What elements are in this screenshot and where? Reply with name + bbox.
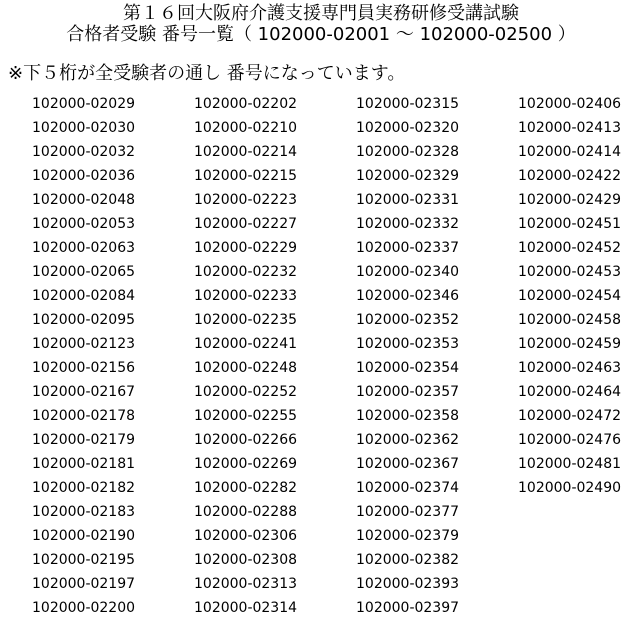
exam-number: 102000-02282 — [194, 480, 298, 496]
exam-number: 102000-02269 — [194, 456, 298, 472]
exam-number: 102000-02156 — [32, 360, 136, 376]
exam-number: 102000-02214 — [194, 144, 298, 160]
exam-number: 102000-02252 — [194, 384, 298, 400]
exam-number: 102000-02030 — [32, 120, 136, 136]
exam-number: 102000-02357 — [356, 384, 460, 400]
exam-number: 102000-02306 — [194, 528, 298, 544]
number-column-1 — [32, 92, 182, 620]
exam-number: 102000-02178 — [32, 408, 136, 424]
exam-number: 102000-02227 — [194, 216, 298, 232]
exam-number: 102000-02181 — [32, 456, 136, 472]
exam-number: 102000-02248 — [194, 360, 298, 376]
exam-number: 102000-02490 — [518, 480, 622, 496]
page-title: 第１６回大阪府介護支援専門員実務研修受講試験 — [123, 3, 519, 24]
exam-number: 102000-02123 — [32, 336, 136, 352]
exam-number: 102000-02266 — [194, 432, 298, 448]
exam-number: 102000-02382 — [356, 552, 460, 568]
exam-number: 102000-02215 — [194, 168, 298, 184]
exam-number: 102000-02229 — [194, 240, 298, 256]
exam-number: 102000-02223 — [194, 192, 298, 208]
exam-number: 102000-02029 — [32, 96, 136, 112]
exam-number: 102000-02454 — [518, 288, 622, 304]
exam-number: 102000-02255 — [194, 408, 298, 424]
exam-number: 102000-02329 — [356, 168, 460, 184]
exam-number: 102000-02459 — [518, 336, 622, 352]
exam-number: 102000-02235 — [194, 312, 298, 328]
exam-number: 102000-02453 — [518, 264, 622, 280]
page-subtitle: 合格者受験 番号一覧（ 102000-02001 ～ 102000-02500 ） — [66, 24, 576, 45]
numbering-note: ※下５桁が全受験者の通し 番号になっています。 — [8, 63, 406, 84]
exam-number: 102000-02241 — [194, 336, 298, 352]
exam-number: 102000-02379 — [356, 528, 460, 544]
exam-number: 102000-02190 — [32, 528, 136, 544]
exam-number: 102000-02315 — [356, 96, 460, 112]
exam-number: 102000-02195 — [32, 552, 136, 568]
exam-number: 102000-02422 — [518, 168, 622, 184]
exam-number: 102000-02210 — [194, 120, 298, 136]
exam-number: 102000-02362 — [356, 432, 460, 448]
exam-number: 102000-02063 — [32, 240, 136, 256]
exam-number: 102000-02367 — [356, 456, 460, 472]
page-header — [0, 3, 642, 45]
number-column-3 — [356, 92, 506, 620]
exam-number: 102000-02464 — [518, 384, 622, 400]
exam-number: 102000-02413 — [518, 120, 622, 136]
exam-number: 102000-02179 — [32, 432, 136, 448]
exam-number: 102000-02452 — [518, 240, 622, 256]
exam-number: 102000-02036 — [32, 168, 136, 184]
exam-number: 102000-02331 — [356, 192, 460, 208]
number-column-4 — [518, 92, 642, 500]
exam-number: 102000-02354 — [356, 360, 460, 376]
exam-number: 102000-02167 — [32, 384, 136, 400]
exam-number: 102000-02320 — [356, 120, 460, 136]
exam-number: 102000-02065 — [32, 264, 136, 280]
exam-number: 102000-02288 — [194, 504, 298, 520]
exam-number: 102000-02202 — [194, 96, 298, 112]
exam-number: 102000-02472 — [518, 408, 622, 424]
exam-number: 102000-02352 — [356, 312, 460, 328]
exam-number: 102000-02429 — [518, 192, 622, 208]
exam-number: 102000-02233 — [194, 288, 298, 304]
exam-number: 102000-02084 — [32, 288, 136, 304]
exam-number: 102000-02481 — [518, 456, 622, 472]
exam-number: 102000-02308 — [194, 552, 298, 568]
exam-number: 102000-02374 — [356, 480, 460, 496]
exam-number: 102000-02358 — [356, 408, 460, 424]
exam-number: 102000-02200 — [32, 600, 136, 616]
exam-number: 102000-02340 — [356, 264, 460, 280]
exam-number: 102000-02328 — [356, 144, 460, 160]
exam-number: 102000-02095 — [32, 312, 136, 328]
exam-number: 102000-02182 — [32, 480, 136, 496]
exam-number: 102000-02183 — [32, 504, 136, 520]
passer-number-list — [0, 92, 642, 622]
exam-number: 102000-02451 — [518, 216, 622, 232]
exam-number: 102000-02053 — [32, 216, 136, 232]
exam-number: 102000-02393 — [356, 576, 460, 592]
exam-number: 102000-02377 — [356, 504, 460, 520]
exam-number: 102000-02048 — [32, 192, 136, 208]
exam-number: 102000-02476 — [518, 432, 622, 448]
exam-number: 102000-02414 — [518, 144, 622, 160]
exam-number: 102000-02232 — [194, 264, 298, 280]
exam-number: 102000-02353 — [356, 336, 460, 352]
exam-number: 102000-02463 — [518, 360, 622, 376]
exam-number: 102000-02397 — [356, 600, 460, 616]
exam-number: 102000-02313 — [194, 576, 298, 592]
exam-number: 102000-02197 — [32, 576, 136, 592]
exam-number: 102000-02032 — [32, 144, 136, 160]
number-column-2 — [194, 92, 344, 620]
exam-number: 102000-02314 — [194, 600, 298, 616]
exam-number: 102000-02406 — [518, 96, 622, 112]
exam-number: 102000-02346 — [356, 288, 460, 304]
exam-number: 102000-02458 — [518, 312, 622, 328]
exam-number: 102000-02332 — [356, 216, 460, 232]
exam-number: 102000-02337 — [356, 240, 460, 256]
